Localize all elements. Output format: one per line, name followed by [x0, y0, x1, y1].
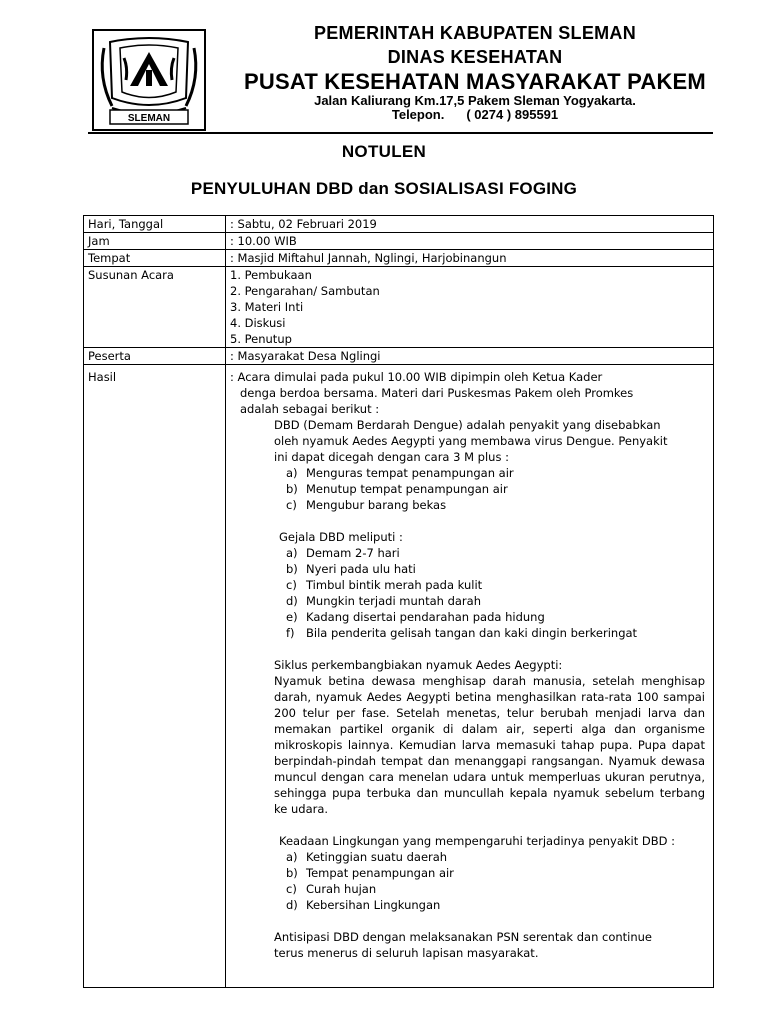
- hasil-label: Hasil: [84, 365, 226, 988]
- table-row-hari: [84, 216, 714, 233]
- list-item: 2. Pengarahan/ Sambutan: [230, 284, 380, 298]
- list-item: a) Menguras tempat penampungan air: [286, 466, 514, 480]
- list-item: e) Kadang disertai pendarahan pada hidung: [286, 610, 545, 624]
- susunan-value: [226, 267, 714, 348]
- table-row-tempat: [84, 250, 714, 267]
- list-item: b) Menutup tempat penampungan air: [286, 482, 508, 496]
- dbd-line1: DBD (Demam Berdarah Dengue) adalah penyakit yang disebabkan: [274, 418, 661, 432]
- lingkungan-title: Keadaan Lingkungan yang mempengaruhi terjadinya penyakit DBD :: [279, 834, 676, 848]
- hari-label: Hari, Tanggal: [84, 216, 226, 233]
- antisipasi-line1: Antisipasi DBD dengan melaksanakan PSN serentak dan continue: [274, 930, 653, 944]
- letterhead: [0, 0, 768, 140]
- hari-value: : Sabtu, 02 Februari 2019: [226, 216, 714, 233]
- letterhead-phone: [215, 107, 735, 122]
- peserta-label: Peserta: [84, 348, 226, 365]
- emblem-text: SLEMAN: [127, 113, 171, 124]
- list-item: 3. Materi Inti: [230, 300, 304, 314]
- list-item: b) Tempat penampungan air: [286, 866, 454, 880]
- letterhead-address: Jalan Kaliurang Km.17,5 Pakem Sleman Yogyakarta.: [314, 93, 636, 108]
- list-item: c) Timbul bintik merah pada kulit: [286, 578, 483, 592]
- table-row-susunan: [84, 267, 714, 348]
- table-row-peserta: [84, 348, 714, 365]
- susunan-label: Susunan Acara: [84, 267, 226, 348]
- letterhead-rule: [88, 132, 713, 134]
- letterhead-line3: PUSAT KESEHATAN MASYARAKAT PAKEM: [244, 69, 706, 94]
- siklus-title: Siklus perkembangbiakan nyamuk Aedes Aegypti:: [274, 658, 563, 672]
- dbd-line2: oleh nyamuk Aedes Aegypti yang membawa virus Dengue. Penyakit: [274, 434, 668, 448]
- list-item: 5. Penutup: [230, 332, 292, 346]
- jam-value: : 10.00 WIB: [226, 233, 714, 250]
- letterhead-line2: DINAS KESEHATAN: [387, 47, 563, 67]
- list-item: f) Bila penderita gelisah tangan dan kaki dingin berkeringat: [286, 626, 638, 640]
- list-item: d) Mungkin terjadi muntah darah: [286, 594, 481, 608]
- tempat-value: : Masjid Miftahul Jannah, Nglingi, Harjobinangun: [226, 250, 714, 267]
- letterhead-line1: PEMERINTAH KABUPATEN SLEMAN: [313, 23, 637, 43]
- dbd-line3: ini dapat dicegah dengan cara 3 M plus :: [274, 450, 509, 464]
- hasil-value: [226, 365, 714, 988]
- hasil-intro-line3: adalah sebagai berikut :: [240, 402, 380, 416]
- antisipasi-line2: terus menerus di seluruh lapisan masyarakat.: [274, 946, 539, 960]
- sleman-emblem: [90, 28, 208, 132]
- list-item: a) Ketinggian suatu daerah: [286, 850, 448, 864]
- list-item: b) Nyeri pada ulu hati: [286, 562, 416, 576]
- list-item: d) Kebersihan Lingkungan: [286, 898, 441, 912]
- peserta-value: : Masyarakat Desa Nglingi: [226, 348, 714, 365]
- document-title: NOTULEN: [341, 142, 427, 161]
- tempat-label: Tempat: [84, 250, 226, 267]
- list-item: c) Mengubur barang bekas: [286, 498, 447, 512]
- list-item: 4. Diskusi: [230, 316, 286, 330]
- phone-number: ( 0274 ) 895591: [466, 107, 559, 122]
- notulen-table: [83, 215, 714, 988]
- phone-label: Telepon.: [391, 107, 445, 122]
- list-item: 1. Pembukaan: [230, 268, 312, 282]
- list-item: c) Curah hujan: [286, 882, 377, 896]
- hasil-intro-line2: denga berdoa bersama. Materi dari Puskesmas Pakem oleh Promkes: [240, 386, 634, 400]
- table-row-jam: [84, 233, 714, 250]
- jam-label: Jam: [84, 233, 226, 250]
- gejala-title: Gejala DBD meliputi :: [279, 530, 403, 544]
- siklus-text: Nyamuk betina dewasa menghisap darah manusia, setelah menghisap darah, nyamuk Aedes Aegypti betina menghasilkan rata-rata 100 sampai 200 telur per fase. Setelah menetas, telur berubah menjadi larva dan memakan partikel organik di dalam air, seperti alga dan organisme mikroskopis lainnya. Kemudian larva memasuki tahap pupa. Pupa dapat berpindah-pindah tempat dan menanggapi rangsangan. Nyamuk dewasa muncul dengan cara menelan udara untuk memperluas ukuran perutnya, sehingga pupa terbuka dan muncullah kepala nyamuk sebelum terbang ke udara.: [274, 674, 705, 816]
- document-subtitle: PENYULUHAN DBD dan SOSIALISASI FOGING: [190, 179, 578, 198]
- sleman-emblem-icon: [90, 28, 208, 132]
- table-row-hasil: [84, 365, 714, 988]
- list-item: a) Demam 2-7 hari: [286, 546, 400, 560]
- hasil-intro-line1: : Acara dimulai pada pukul 10.00 WIB dipimpin oleh Ketua Kader: [230, 370, 603, 384]
